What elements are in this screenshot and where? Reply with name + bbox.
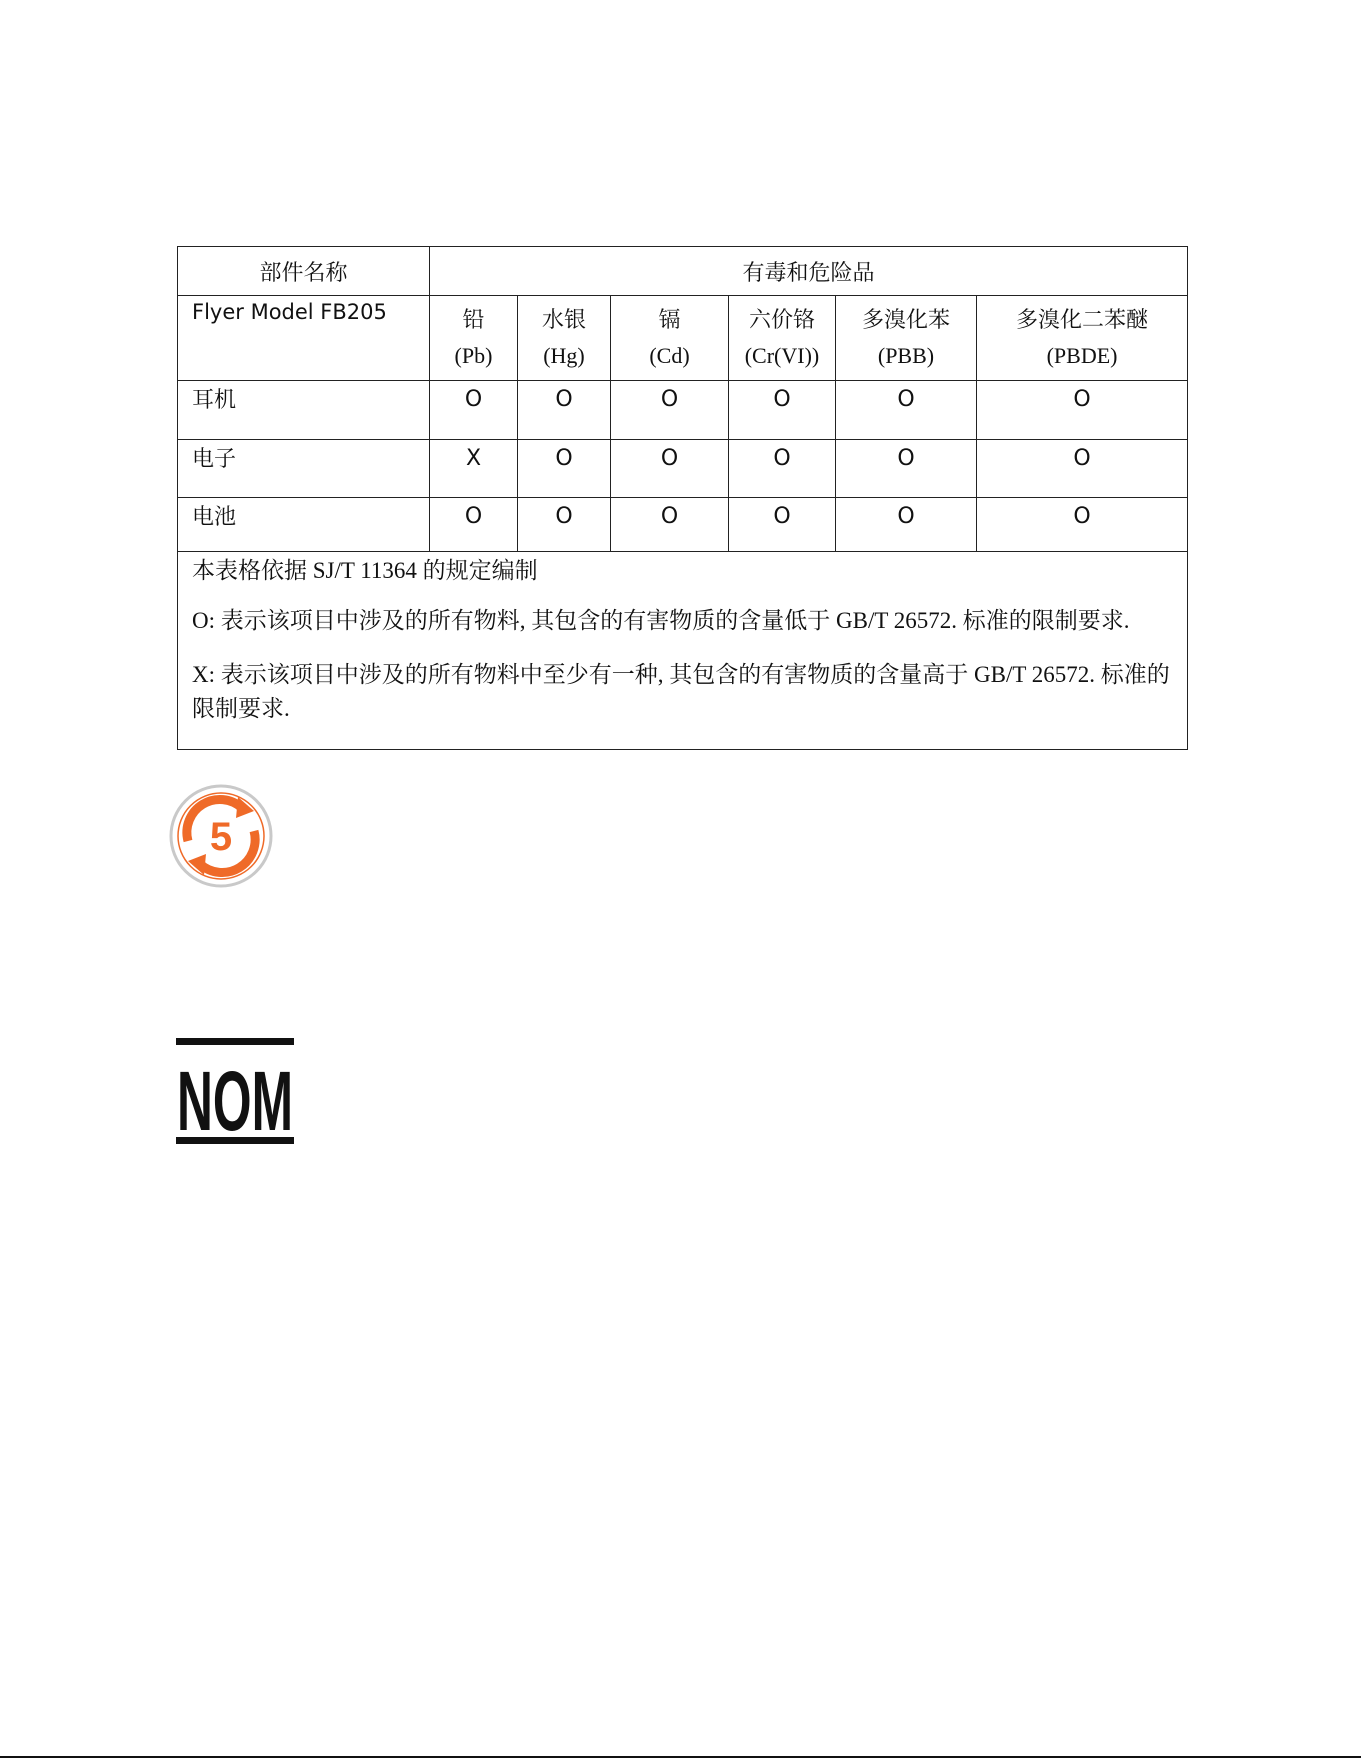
notes-cell: [178, 552, 1188, 750]
part-name-header: 部件名称: [178, 247, 430, 296]
substance-name: 多溴化二苯醚: [1016, 307, 1149, 332]
substance-header: [729, 296, 836, 381]
x-legend-note: X: 表示该项目中涉及的所有物料中至少有一种, 其包含的有害物质的含量高于 GB/T 26572. 标准的限制要求.: [192, 662, 1170, 721]
substance-mark: O: [836, 381, 977, 440]
table-row: [178, 381, 1188, 440]
standard-note: 本表格依据 SJ/T 11364 的规定编制: [192, 558, 538, 583]
substance-mark: O: [518, 381, 611, 440]
substance-name: 多溴化苯: [861, 307, 950, 332]
nom-logo-icon: [176, 1038, 294, 1148]
substance-symbol: (Hg): [543, 343, 585, 368]
substance-mark: O: [430, 381, 518, 440]
substance-header: [518, 296, 611, 381]
substance-symbol: (PBDE): [1046, 343, 1118, 368]
page-bottom-rule: [0, 1756, 1361, 1758]
substance-header: [836, 296, 977, 381]
substance-mark: O: [430, 498, 518, 552]
part-label: 电池: [178, 498, 430, 552]
substance-symbol: (PBB): [877, 343, 935, 368]
efup-number: 5: [209, 815, 233, 859]
substance-mark: O: [977, 498, 1188, 552]
substance-mark: O: [611, 498, 729, 552]
substance-mark: O: [977, 440, 1188, 498]
substance-name: 水银: [541, 307, 586, 332]
table-row: [178, 440, 1188, 498]
substance-name: 六价铬: [748, 307, 815, 332]
substance-mark: O: [729, 498, 836, 552]
table-header-row: [178, 247, 1188, 296]
substance-name: 铅: [462, 307, 485, 332]
substance-header-row: [178, 296, 1188, 381]
substance-header: [430, 296, 518, 381]
substance-mark: O: [729, 440, 836, 498]
model-name: Flyer Model FB205: [178, 296, 430, 381]
substance-mark: O: [611, 381, 729, 440]
substance-mark: X: [430, 440, 518, 498]
table-row: [178, 498, 1188, 552]
substance-symbol: (Cr(VI)): [744, 343, 820, 368]
substance-symbol: (Pb): [454, 343, 493, 368]
o-legend-note: O: 表示该项目中涉及的所有物料, 其包含的有害物质的含量低于 GB/T 26572. 标准的限制要求.: [192, 608, 1130, 633]
substance-mark: O: [977, 381, 1188, 440]
substance-mark: O: [729, 381, 836, 440]
notes-row: [178, 552, 1188, 750]
hazardous-substances-header: 有毒和危险品: [430, 247, 1188, 296]
part-label: 耳机: [178, 381, 430, 440]
substance-symbol: (Cd): [649, 343, 690, 368]
substance-name: 镉: [658, 307, 681, 332]
substance-header: [611, 296, 729, 381]
substance-mark: O: [518, 498, 611, 552]
substance-mark: O: [611, 440, 729, 498]
substance-mark: O: [518, 440, 611, 498]
substance-mark: O: [836, 498, 977, 552]
efup-logo-icon: [168, 783, 274, 889]
substance-header: [977, 296, 1188, 381]
nom-text: NOM: [177, 1054, 293, 1148]
part-label: 电子: [178, 440, 430, 498]
hazardous-substances-table: [177, 246, 1188, 750]
substance-mark: O: [836, 440, 977, 498]
